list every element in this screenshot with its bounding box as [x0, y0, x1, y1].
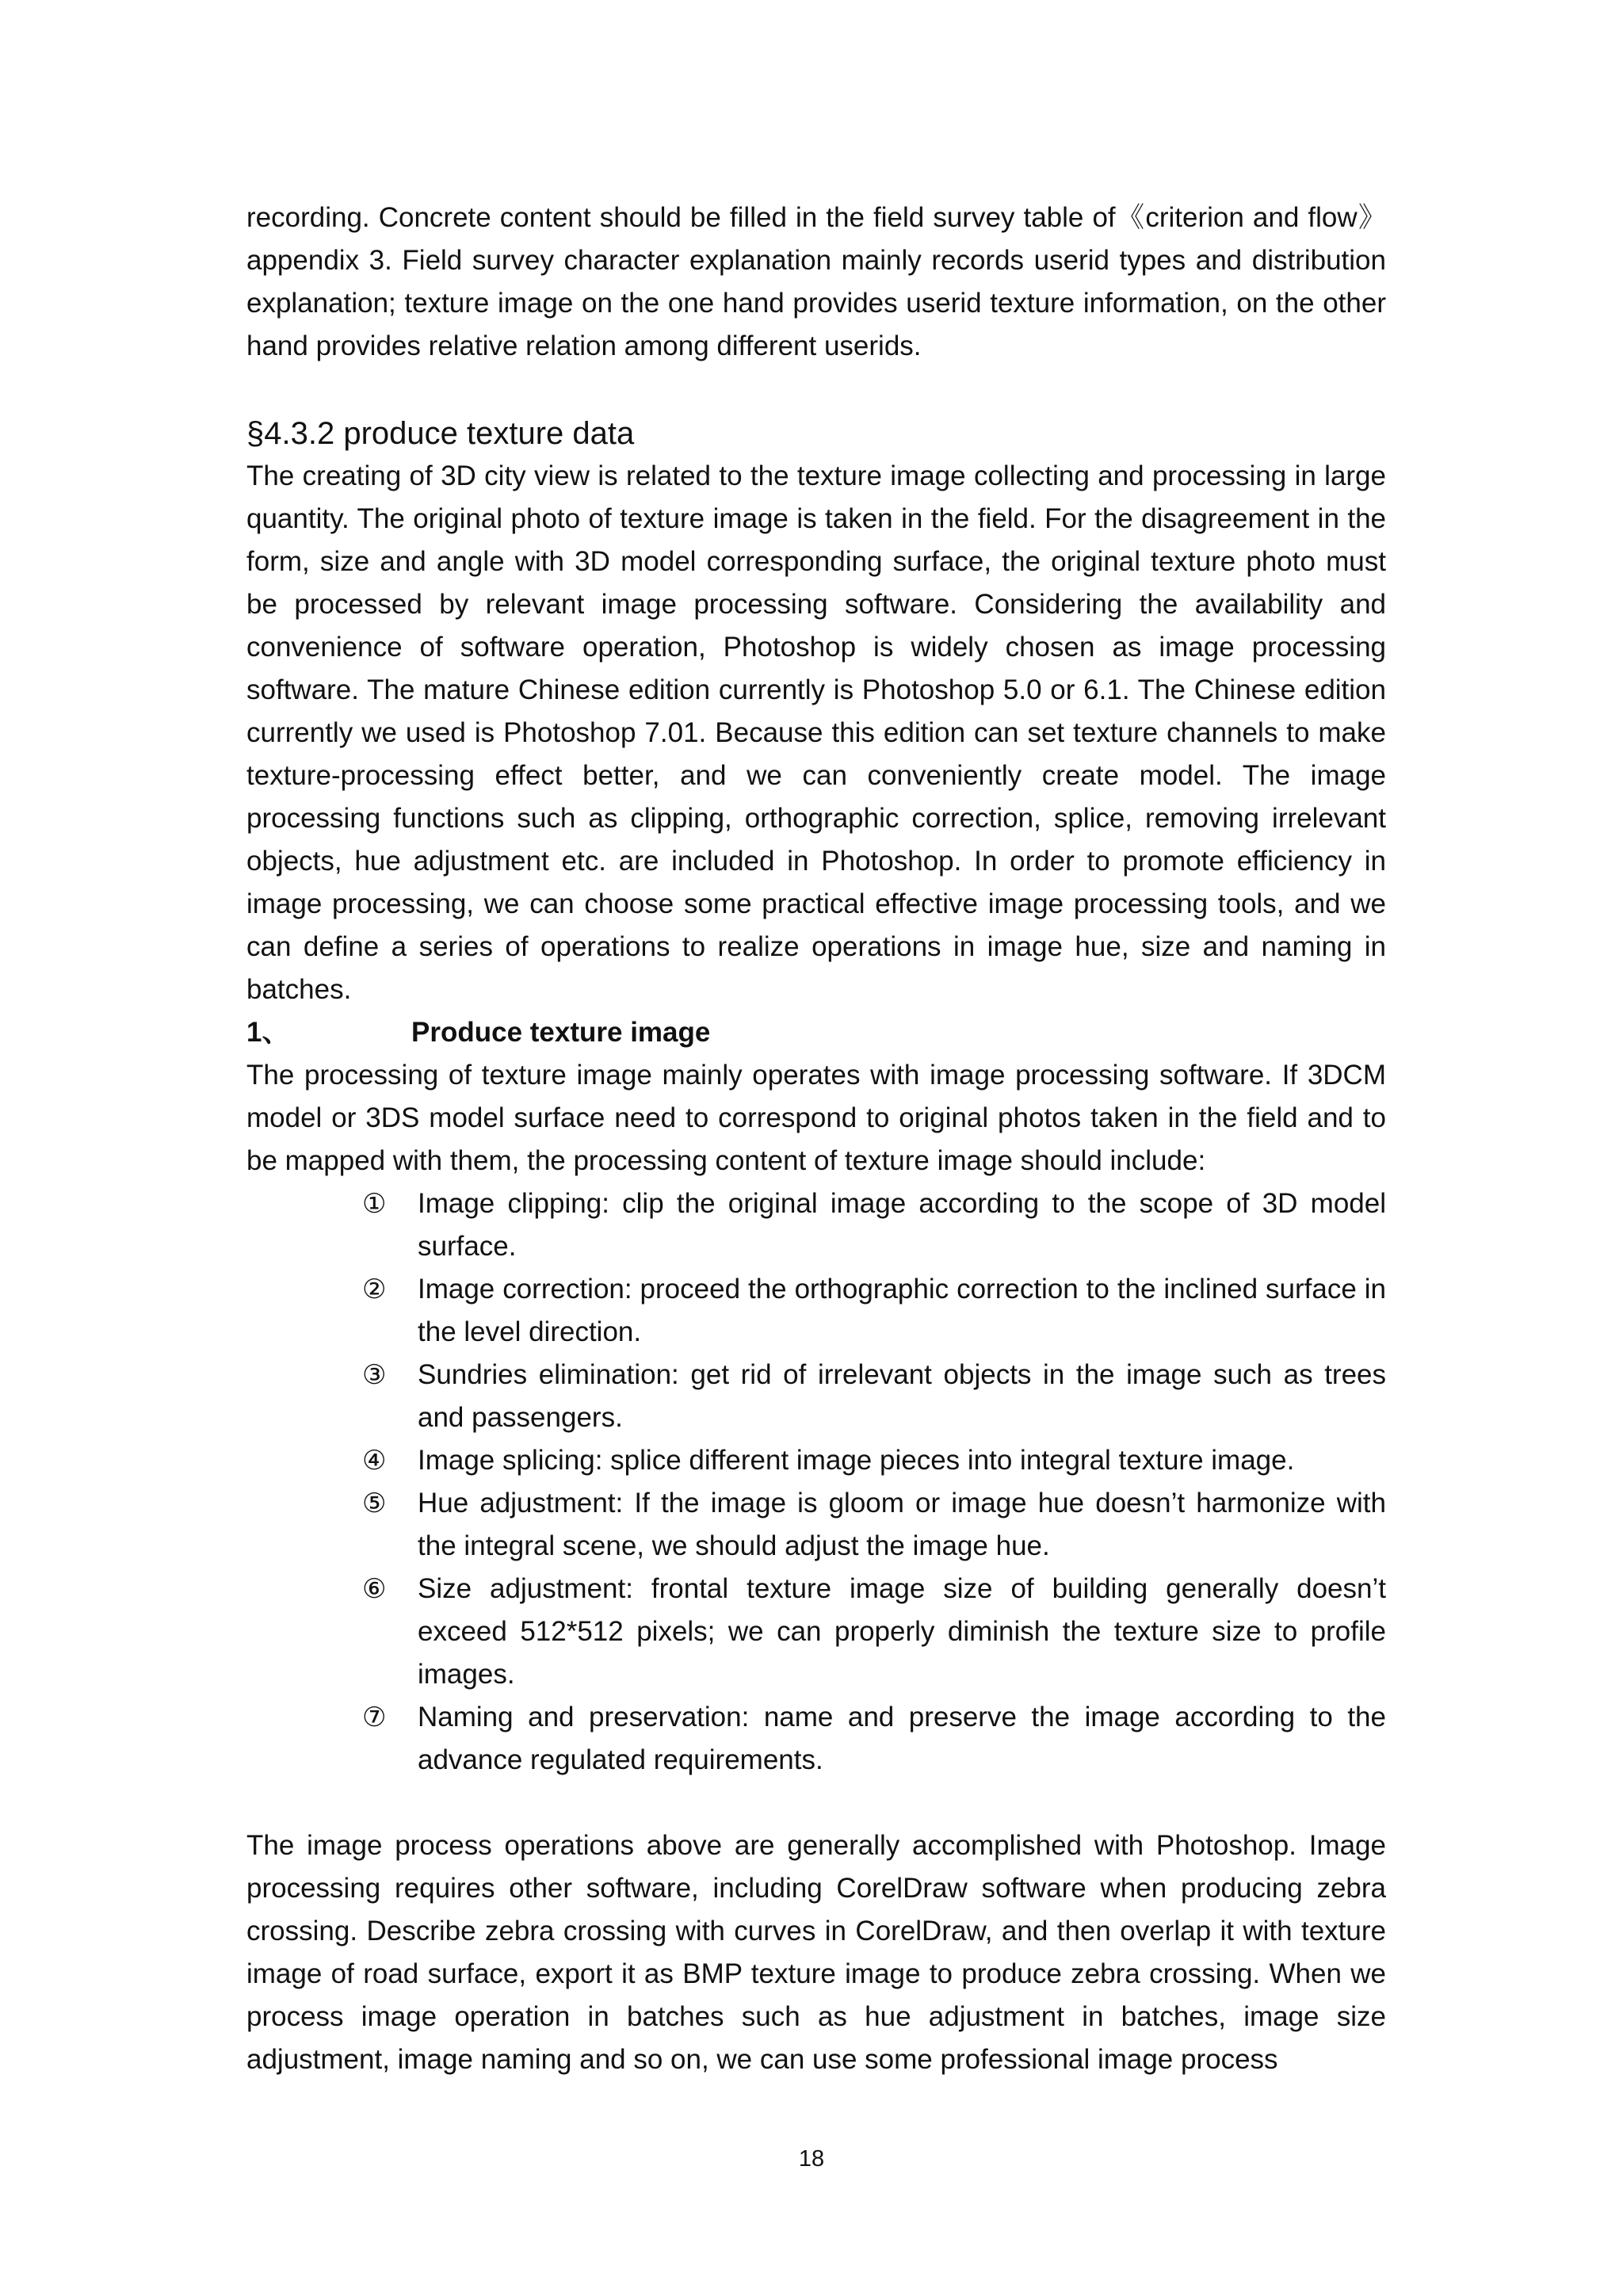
list-marker: ⑦	[362, 1702, 387, 1733]
paragraph-processing: The processing of texture image mainly operates with image processing software. If 3DCM model or 3DS model surface need to correspond to original photos taken in the field and to be mapped with them, the processing content of texture image should include:	[246, 1060, 1386, 1176]
list-item	[362, 1268, 1386, 1354]
list-marker: ③	[362, 1359, 387, 1391]
list-item-text: Naming and preservation: name and preserve the image according to the advance regulated requirements.	[418, 1702, 1386, 1775]
spacer	[246, 368, 1386, 409]
list-item	[362, 1354, 1386, 1439]
paragraph-intro: recording. Concrete content should be filled in the field survey table of《criterion and flow》appendix 3. Field survey character explanation mainly records userid types and distribution explanation; texture image on the one hand provides userid texture information, on the other hand provides relative relation among different userids.	[246, 202, 1386, 361]
spacer	[246, 1782, 1386, 1824]
list-marker: ①	[362, 1188, 387, 1220]
list-marker: ⑤	[362, 1488, 387, 1519]
subsection-title: Produce texture image	[411, 1017, 711, 1048]
paragraph-closing: The image process operations above are generally accomplished with Photoshop. Image processing requires other software, including CorelDraw software when producing zebra crossing. Describe zebra crossing with curves in CorelDraw, and then overlap it with texture image of road surface, export it as BMP texture image to produce zebra crossing. When we process image operation in batches such as hue adjustment in batches, image size adjustment, image naming and so on, we can use some professional image process	[246, 1830, 1386, 2075]
list-marker: ④	[362, 1445, 387, 1477]
section-heading: §4.3.2 produce texture data	[246, 416, 635, 451]
list-item-text: Image correction: proceed the orthographic correction to the inclined surface in the level direction.	[418, 1274, 1386, 1347]
list-marker: ⑥	[362, 1573, 387, 1605]
processing-steps-list	[246, 1182, 1386, 1782]
page-content	[246, 197, 1386, 2081]
list-item-text: Size adjustment: frontal texture image size of building generally doesn’t exceed 512*512 pixels; we can properly diminish the texture size to profile images.	[418, 1573, 1386, 1690]
list-item-text: Sundries elimination: get rid of irrelevant objects in the image such as trees and passengers.	[418, 1359, 1386, 1433]
list-item	[362, 1182, 1386, 1268]
subsection-number: 1、	[246, 1017, 290, 1048]
list-item	[362, 1482, 1386, 1568]
list-item	[362, 1696, 1386, 1782]
page-number: 18	[798, 2146, 825, 2172]
list-item-text: Image clipping: clip the original image according to the scope of 3D model surface.	[418, 1188, 1386, 1262]
list-item	[362, 1439, 1386, 1482]
subsection-heading	[246, 1011, 1386, 1054]
list-marker: ②	[362, 1274, 387, 1305]
list-item-text: Hue adjustment: If the image is gloom or image hue doesn’t harmonize with the integral scene, we should adjust the image hue.	[418, 1488, 1386, 1561]
list-item	[362, 1568, 1386, 1696]
paragraph-section-body: The creating of 3D city view is related to the texture image collecting and processing in large quantity. The original photo of texture image is taken in the field. For the disagreement in the form, size and angle with 3D model corresponding surface, the original texture photo must be processed by relevant image processing software. Considering the availability and convenience of software operation, Photoshop is widely chosen as image processing software. The mature Chinese edition currently is Photoshop 5.0 or 6.1. The Chinese edition currently we used is Photoshop 7.01. Because this edition can set texture channels to make texture-processing effect better, and we can conveniently create model. The image processing functions such as clipping, orthographic correction, splice, removing irrelevant objects, hue adjustment etc. are included in Photoshop. In order to promote efficiency in image processing, we can choose some practical effective image processing tools, and we can define a series of operations to realize operations in image hue, size and naming in batches.	[246, 460, 1386, 1005]
list-item-text: Image splicing: splice different image pieces into integral texture image.	[418, 1445, 1295, 1476]
